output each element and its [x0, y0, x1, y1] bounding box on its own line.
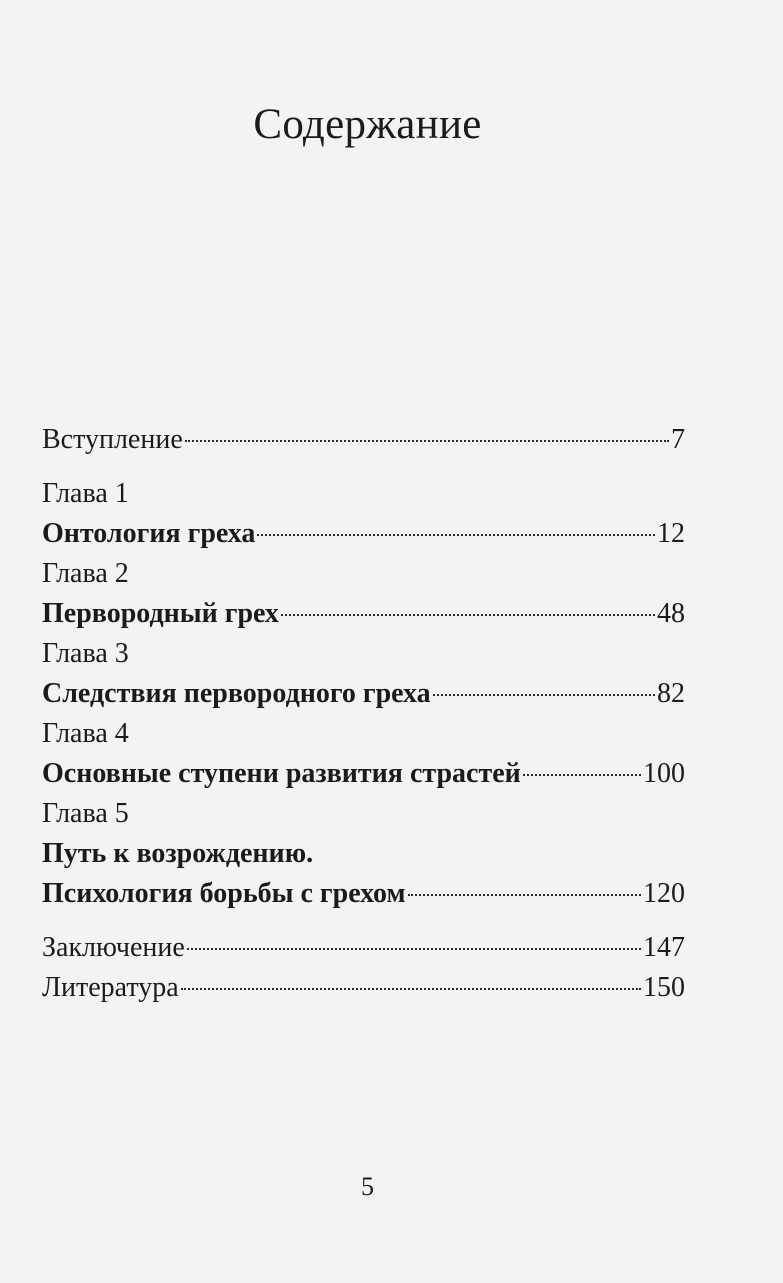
toc-entry-title: Первородный грех [42, 598, 279, 629]
dot-leader [523, 774, 641, 776]
toc-entry-title: Литература [42, 972, 179, 1003]
chapter-label: Глава 5 [42, 798, 129, 829]
toc-page-number: 12 [657, 518, 685, 549]
page-title: Содержание [253, 101, 482, 148]
toc-page-number: 7 [671, 424, 685, 455]
spacer [42, 914, 685, 928]
chapter-label: Глава 1 [42, 478, 129, 509]
toc-entry-literature[interactable] [42, 968, 685, 1008]
toc-entry-chapter-5-line-1[interactable] [42, 834, 685, 874]
chapter-label: Глава 4 [42, 718, 129, 749]
toc-page-number: 147 [643, 932, 685, 963]
dot-leader [257, 534, 655, 536]
dot-leader [187, 948, 641, 950]
toc-entry-chapter-1[interactable] [42, 514, 685, 554]
table-of-contents [42, 420, 685, 1008]
toc-page-number: 48 [657, 598, 685, 629]
dot-leader [185, 440, 669, 442]
toc-entry-conclusion[interactable] [42, 928, 685, 968]
chapter-label: Глава 2 [42, 558, 129, 589]
toc-entry-chapter-4[interactable] [42, 754, 685, 794]
toc-entry-intro[interactable] [42, 420, 685, 460]
dot-leader [433, 694, 655, 696]
dot-leader [181, 988, 641, 990]
toc-entry-title: Следствия первородного греха [42, 678, 431, 709]
dot-leader [408, 894, 641, 896]
toc-entry-chapter-3[interactable] [42, 674, 685, 714]
toc-page-number: 120 [643, 878, 685, 909]
toc-entry-title: Онтология греха [42, 518, 256, 549]
page-number: 5 [361, 1172, 374, 1201]
toc-page-number: 150 [643, 972, 685, 1003]
dot-leader [281, 614, 655, 616]
toc-entry-chapter-5[interactable] [42, 874, 685, 914]
chapter-label: Глава 3 [42, 638, 129, 669]
toc-entry-title: Психология борьбы с грехом [42, 878, 406, 909]
toc-entry-title: Заключение [42, 932, 185, 963]
toc-page-number: 100 [643, 758, 685, 789]
toc-page-number: 82 [657, 678, 685, 709]
spacer [42, 460, 685, 474]
toc-entry-title: Основные ступени развития страстей [42, 758, 521, 789]
toc-entry-chapter-2[interactable] [42, 594, 685, 634]
toc-entry-title: Путь к возрождению. [42, 838, 314, 869]
toc-entry-title: Вступление [42, 424, 183, 455]
